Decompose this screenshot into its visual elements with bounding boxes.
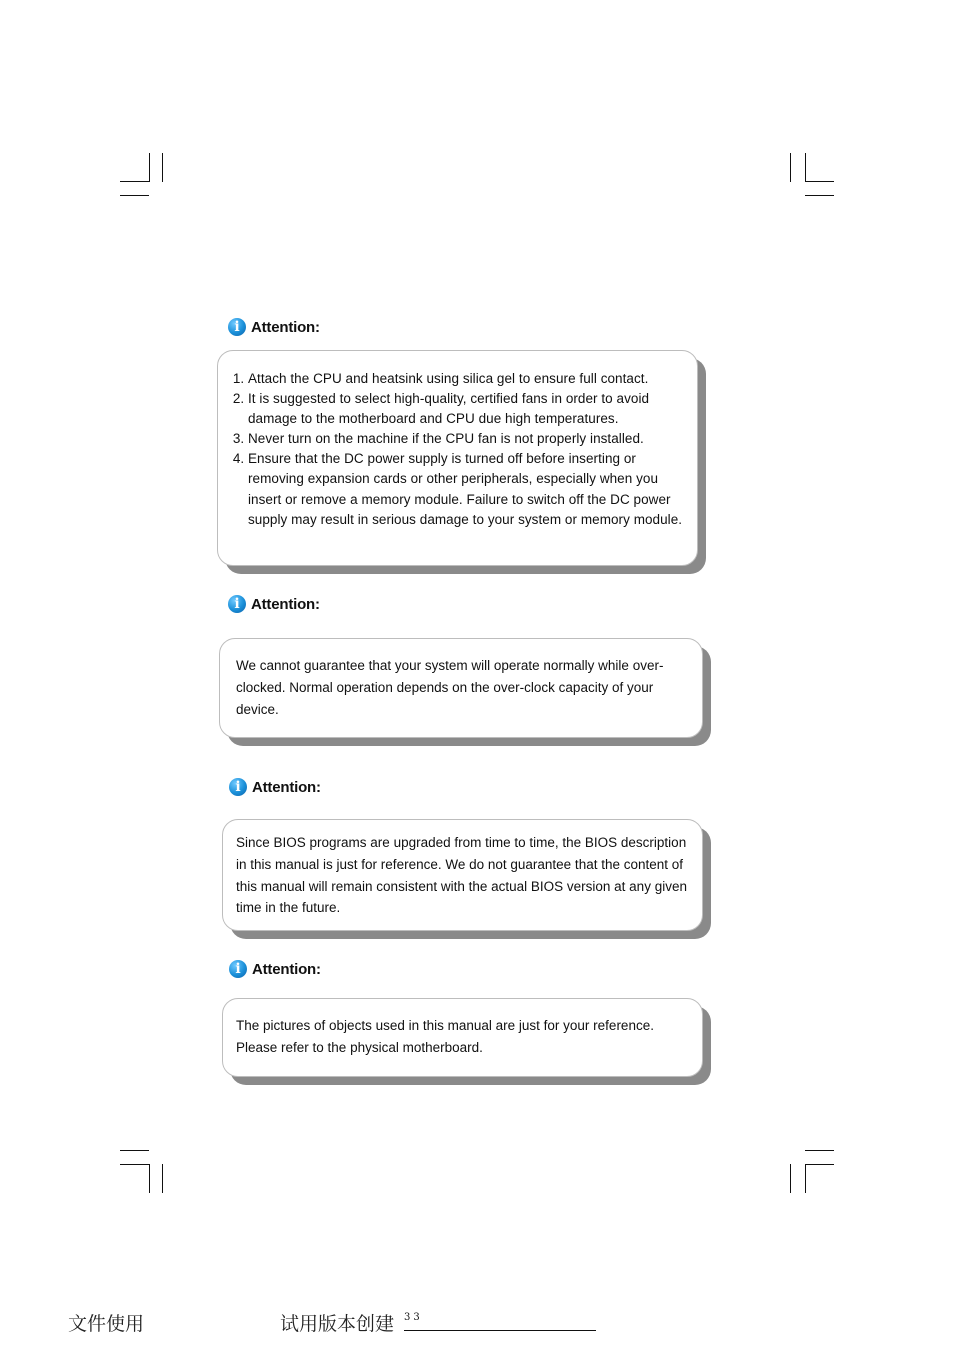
footer-middle-text: 试用版本创建	[280, 1313, 395, 1335]
crop-mark	[162, 153, 163, 182]
attention-text: The pictures of objects used in this manual are just for your reference. Please refer to the physical motherboard.	[236, 1018, 654, 1055]
attention-heading	[229, 778, 321, 796]
attention-box	[222, 998, 703, 1077]
footer-left-text: 文件使用	[68, 1313, 145, 1335]
crop-mark	[120, 181, 149, 182]
crop-mark	[149, 1164, 150, 1193]
attention-heading	[229, 960, 321, 978]
info-icon: i	[229, 960, 247, 978]
info-icon: i	[228, 318, 246, 336]
attention-box	[219, 638, 703, 738]
crop-mark	[120, 195, 149, 196]
crop-mark	[805, 1150, 834, 1151]
info-icon: i	[228, 595, 246, 613]
crop-mark	[805, 195, 834, 196]
attention-text: We cannot guarantee that your system will operate normally while over-clocked. Normal operation depends on the over-clock capacity of your device.	[236, 658, 664, 717]
crop-mark	[790, 153, 791, 182]
attention-label: Attention:	[252, 960, 321, 978]
crop-mark	[805, 181, 834, 182]
attention-label: Attention:	[251, 318, 320, 336]
list-item: 1. Attach the CPU and heatsink using silica gel to ensure full contact.	[248, 369, 687, 389]
attention-text: Since BIOS programs are upgraded from time to time, the BIOS description in this manual is just for reference. We do not guarantee that the content of this manual will remain consistent with the actual BIOS version at any given time in the future.	[236, 835, 687, 916]
crop-mark	[120, 1164, 149, 1165]
attention-label: Attention:	[252, 778, 321, 796]
crop-mark	[790, 1164, 791, 1193]
list-item: 2. It is suggested to select high-quality, certified fans in order to avoid damage to the motherboard and CPU due high temperatures.	[248, 389, 687, 429]
info-icon: i	[229, 778, 247, 796]
attention-list	[218, 369, 687, 530]
page-number: 33	[404, 1312, 423, 1323]
attention-box	[222, 819, 703, 931]
crop-mark	[805, 153, 806, 182]
attention-label: Attention:	[251, 595, 320, 613]
crop-mark	[805, 1164, 806, 1193]
list-item: 3. Never turn on the machine if the CPU fan is not properly installed.	[248, 429, 687, 449]
attention-heading	[228, 595, 320, 613]
crop-mark	[162, 1164, 163, 1193]
attention-heading	[228, 318, 320, 336]
crop-mark	[805, 1164, 834, 1165]
attention-box	[217, 350, 698, 566]
list-item: 4. Ensure that the DC power supply is turned off before inserting or removing expansion cards or other peripherals, especially when you insert or remove a memory module. Failure to switch off the DC power supply may result in serious damage to your system or memory module.	[248, 449, 687, 529]
crop-mark	[149, 153, 150, 182]
footer-underline	[404, 1330, 596, 1331]
crop-mark	[120, 1150, 149, 1151]
